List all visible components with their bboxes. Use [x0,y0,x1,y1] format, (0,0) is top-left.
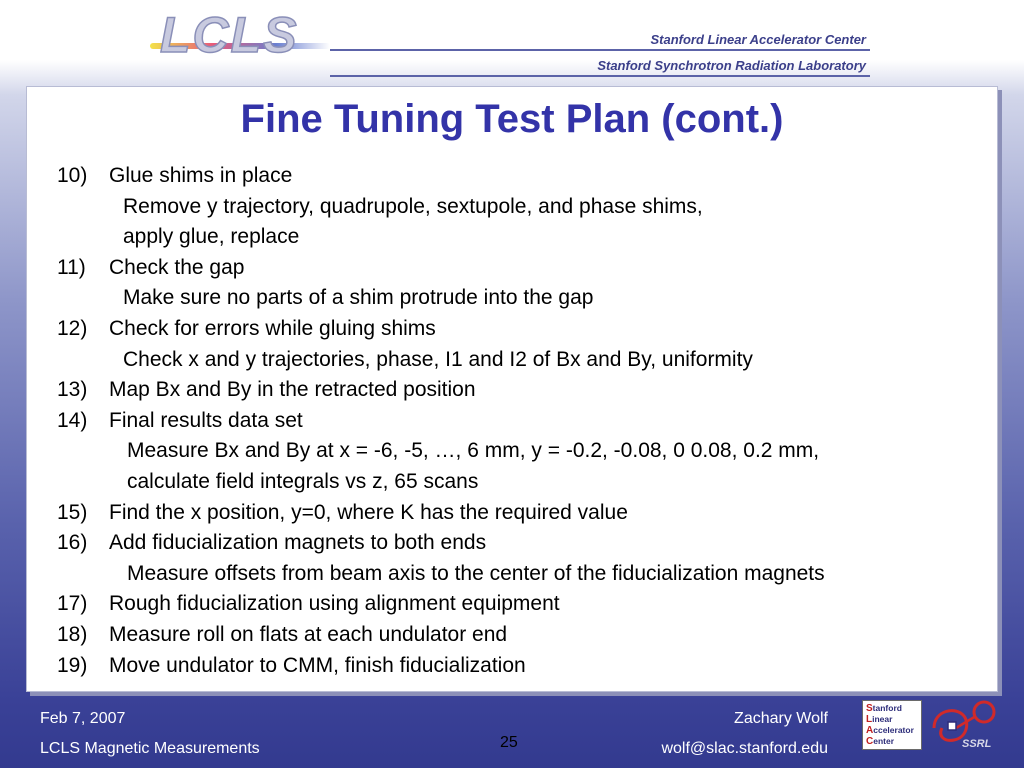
list-item-detail: Measure offsets from beam axis to the center of the fiducialization magnets [127,561,825,585]
list-item [57,375,987,406]
slac-logo-word: enter [873,736,895,746]
slac-logo-word: ccelerator [873,725,914,735]
footer-presentation-title: LCLS Magnetic Measurements [40,740,260,757]
list-item-text: Rough fiducialization using alignment equipment [109,592,560,616]
slac-logo-word: inear [872,714,893,724]
list-item [57,253,987,284]
list-item-text: Map Bx and By in the retracted position [109,378,476,402]
list-item [57,314,987,345]
lcls-logo: LCLS [160,7,299,63]
slac-logo-line [866,725,918,736]
list-item [57,406,987,437]
list-item-number: 13) [57,378,88,402]
list-item-detail: Make sure no parts of a shim protrude into the gap [123,286,594,310]
list-item-detail: Measure Bx and By at x = -6, -5, …, 6 mm, y = -0.2, -0.08, 0 0.08, 0.2 mm, [127,439,820,463]
slac-logo-initial: C [866,736,874,747]
list-item [57,161,987,192]
slide-title: Fine Tuning Test Plan (cont.) [240,97,784,141]
slide-content-box [26,86,998,692]
page-number: 25 [500,734,518,751]
list-item-text: Check the gap [109,255,245,279]
slac-logo-word: tanford [872,703,902,713]
list-item-text: Glue shims in place [109,164,293,187]
slac-name: Stanford Linear Accelerator Center [650,32,866,47]
list-item-number: 12) [57,316,88,340]
slac-logo [862,700,922,750]
ssrl-name: Stanford Synchrotron Radiation Laboratory [597,58,866,73]
list-item-detail: calculate field integrals vs z, 65 scans [127,469,479,493]
header-rule-top [330,49,870,51]
slac-logo-initial: L [866,714,873,725]
slide-header [0,0,1024,82]
list-item-text: Move undulator to CMM, finish fiducialization [109,653,526,677]
list-item-number: 10) [57,164,88,187]
list-item [57,498,987,529]
list-item-detail: Remove y trajectory, quadrupole, sextupole, and phase shims, [123,194,703,218]
list-item-text: Find the x position, y=0, where K has the required value [109,500,628,524]
list-item-detail: Check x and y trajectories, phase, I1 and I2 of Bx and By, uniformity [123,347,753,371]
list-item [57,589,987,620]
list-item-number: 18) [57,622,88,646]
slac-logo-initial: S [866,703,873,714]
list-item-number: 11) [57,255,86,279]
header-rule-bottom [330,75,870,77]
list-item-number: 14) [57,408,88,432]
list-item [57,528,987,559]
list-item-number: 17) [57,592,88,616]
test-plan-list [57,161,987,681]
list-item-text: Check for errors while gluing shims [109,316,436,340]
list-item-number: 16) [57,531,88,555]
list-item [57,620,987,651]
footer-author: Zachary Wolf [734,710,828,727]
slac-logo-line [866,714,918,725]
slac-logo-initial: A [866,725,874,736]
list-item-number: 15) [57,500,88,524]
list-item [57,651,987,682]
list-item-text: Final results data set [109,408,303,432]
list-item-text: Measure roll on flats at each undulator end [109,622,508,646]
footer-date: Feb 7, 2007 [40,710,126,727]
list-item-text: Add fiducialization magnets to both ends [109,531,487,555]
slac-logo-line [866,703,918,714]
slac-logo-line [866,736,918,747]
ssrl-logo-text: SSRL [962,738,992,750]
list-item-detail: apply glue, replace [123,225,300,249]
footer-email: wolf@slac.stanford.edu [661,740,828,757]
list-item-number: 19) [57,653,88,677]
